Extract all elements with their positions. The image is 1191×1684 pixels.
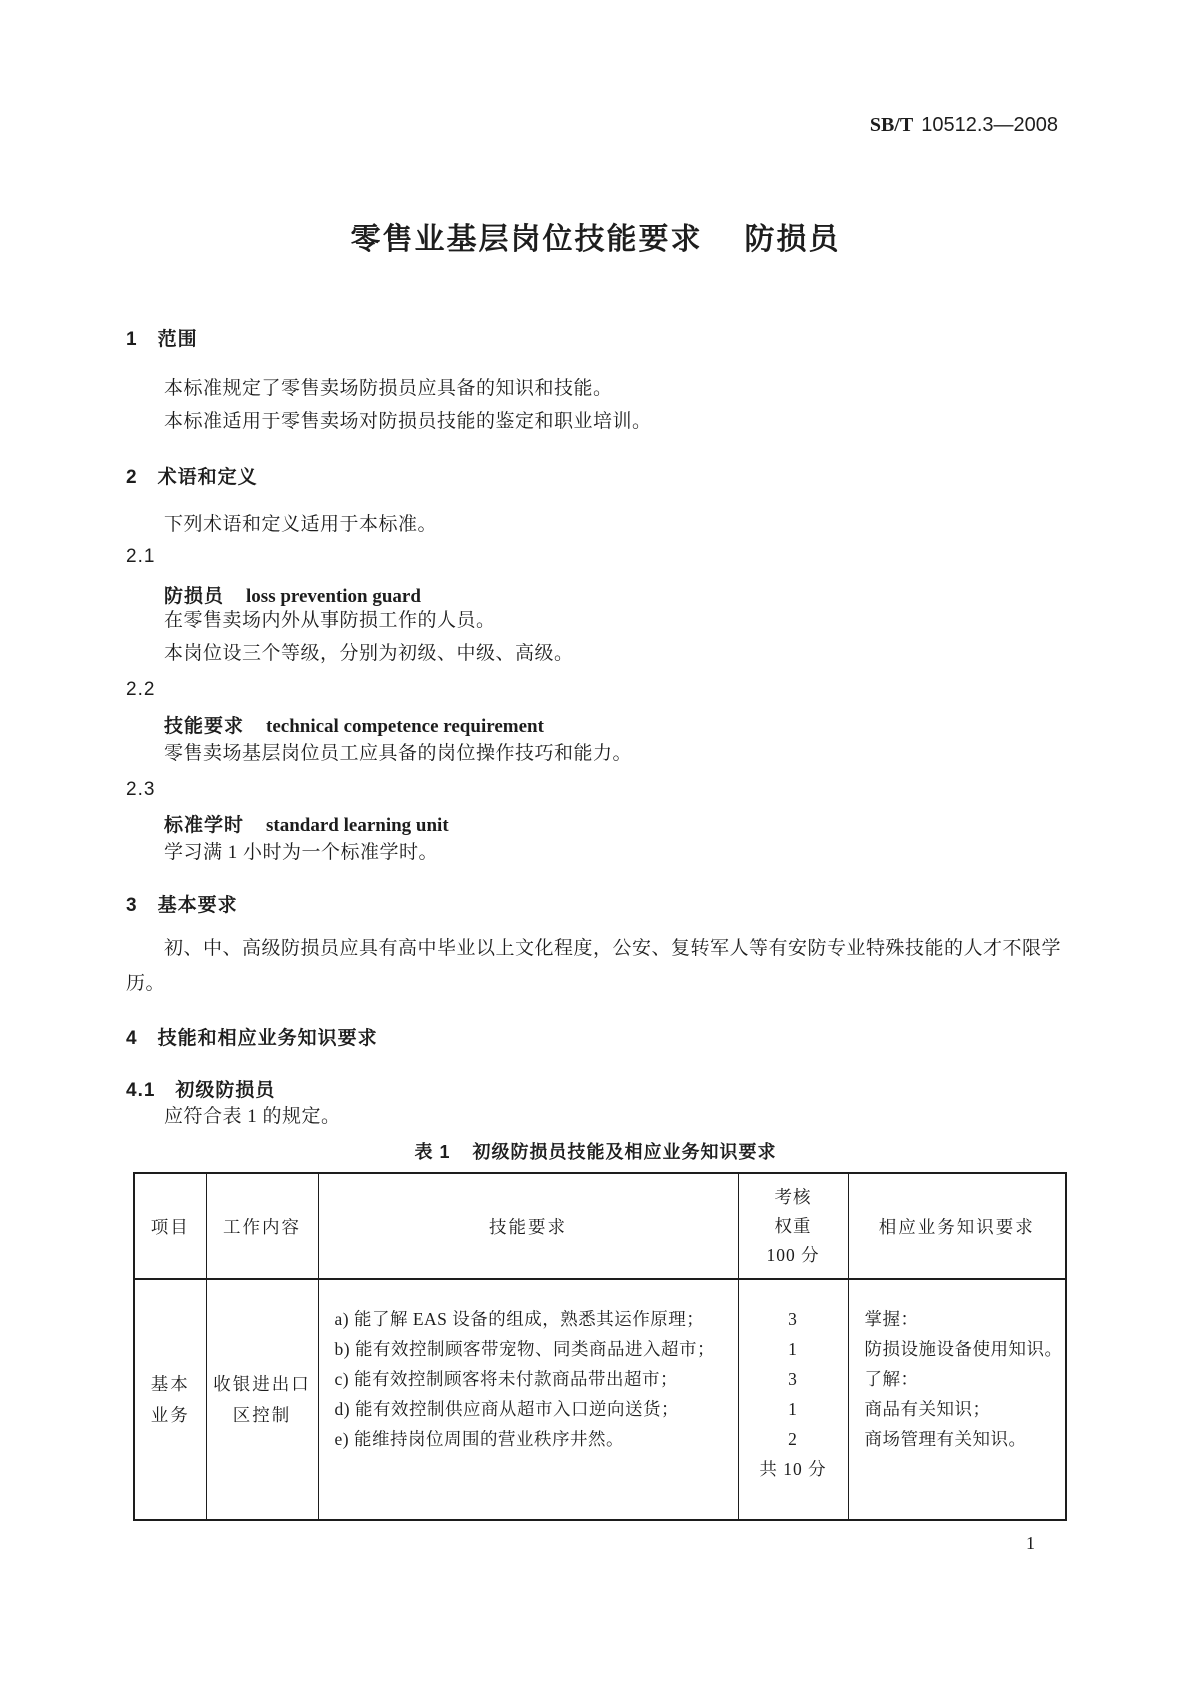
weight-header-line-3: 100 分 xyxy=(766,1244,820,1265)
term-2-2-definition-1: 零售卖场基层岗位员工应具备的岗位操作技巧和能力。 xyxy=(164,743,633,764)
cell-work-content xyxy=(206,1279,318,1520)
scope-paragraph-1: 本标准规定了零售卖场防损员应具备的知识和技能。 xyxy=(164,378,613,399)
section-4-1-paragraph: 应符合表 1 的规定。 xyxy=(164,1106,341,1127)
document-title-main: 零售业基层岗位技能要求 xyxy=(350,223,703,256)
col-header-item: 项目 xyxy=(134,1173,206,1279)
clause-2-1-number: 2.1 xyxy=(126,546,156,567)
weight-total: 共 10 分 xyxy=(759,1459,827,1479)
knowledge-line-4: 商品有关知识； xyxy=(864,1399,991,1419)
section-3-number: 3 xyxy=(126,895,138,916)
document-title-sub: 防损员 xyxy=(744,223,841,256)
cell-assessment-weight xyxy=(738,1279,848,1520)
weight-e: 2 xyxy=(788,1429,798,1449)
weight-d: 1 xyxy=(788,1399,798,1419)
section-3-title: 基本要求 xyxy=(157,895,238,916)
weight-header-line-1: 考核 xyxy=(774,1186,812,1207)
table-row xyxy=(134,1279,1066,1520)
term-loss-prevention-guard xyxy=(164,581,421,608)
section-4-number: 4 xyxy=(126,1028,138,1049)
clause-2-2-number: 2.2 xyxy=(126,679,156,700)
section-1-title: 范围 xyxy=(157,329,198,350)
term-2-2-english: technical competence requirement xyxy=(266,716,544,737)
term-2-1-english: loss prevention guard xyxy=(246,586,421,607)
term-2-2-chinese: 技能要求 xyxy=(164,716,245,737)
terms-intro: 下列术语和定义适用于本标准。 xyxy=(164,514,438,535)
knowledge-line-1: 掌握： xyxy=(864,1309,919,1329)
section-4-1-heading xyxy=(126,1075,275,1102)
skill-item-a: a) 能了解 EAS 设备的组成，熟悉其运作原理； xyxy=(334,1309,705,1329)
document-title xyxy=(0,214,1191,258)
scope-paragraph-2: 本标准适用于零售卖场对防损员技能的鉴定和职业培训。 xyxy=(164,411,652,432)
table-1-caption-text: 初级防损员技能及相应业务知识要求 xyxy=(472,1142,777,1162)
term-2-1-definition-2: 本岗位设三个等级，分别为初级、中级、高级。 xyxy=(164,643,574,664)
weight-b: 1 xyxy=(788,1339,798,1359)
standard-number xyxy=(870,114,1058,137)
term-2-3-definition-1: 学习满 1 小时为一个标准学时。 xyxy=(164,842,439,863)
section-3-heading xyxy=(126,890,238,917)
section-1-number: 1 xyxy=(126,329,138,350)
skill-item-d: d) 能有效控制供应商从超市入口逆向送货； xyxy=(334,1399,679,1419)
term-2-1-definition-1: 在零售卖场内外从事防损工作的人员。 xyxy=(164,610,496,631)
section-4-heading xyxy=(126,1023,378,1050)
skill-item-e: e) 能维持岗位周围的营业秩序井然。 xyxy=(334,1429,624,1449)
work-line-1: 收银进出口 xyxy=(213,1373,311,1394)
table-1-caption xyxy=(0,1138,1191,1164)
cell-skill-requirements xyxy=(318,1279,738,1520)
table-header-row xyxy=(134,1173,1066,1279)
section-2-title: 术语和定义 xyxy=(157,467,258,488)
standard-code-prefix: SB/T xyxy=(869,114,914,136)
page-number: 1 xyxy=(1026,1533,1035,1553)
skill-item-c: c) 能有效控制顾客将未付款商品带出超市； xyxy=(334,1369,678,1389)
col-header-work-content: 工作内容 xyxy=(206,1173,318,1279)
work-line-2: 区控制 xyxy=(232,1404,292,1425)
section-4-1-number: 4.1 xyxy=(126,1080,156,1101)
term-2-1-chinese: 防损员 xyxy=(164,586,225,607)
col-header-assessment-weight xyxy=(738,1173,848,1279)
knowledge-line-5: 商场管理有关知识。 xyxy=(864,1429,1027,1449)
weight-a: 3 xyxy=(788,1309,798,1329)
item-line-1: 基本 xyxy=(150,1373,190,1394)
section-4-1-title: 初级防损员 xyxy=(175,1080,276,1101)
section-2-number: 2 xyxy=(126,467,138,488)
clause-2-3-number: 2.3 xyxy=(126,779,156,800)
term-2-3-chinese: 标准学时 xyxy=(164,815,245,836)
col-header-skill-requirements: 技能要求 xyxy=(318,1173,738,1279)
basic-requirements-paragraph: 初、中、高级防损员应具有高中毕业以上文化程度，公安、复转军人等有安防专业特殊技能的人才不限学历。 xyxy=(126,938,1062,994)
skill-item-b: b) 能有效控制顾客带宠物、同类商品进入超市； xyxy=(334,1339,715,1359)
table-1-requirements xyxy=(133,1172,1067,1521)
col-header-business-knowledge: 相应业务知识要求 xyxy=(848,1173,1066,1279)
cell-business-knowledge xyxy=(848,1279,1066,1520)
knowledge-line-3: 了解： xyxy=(864,1369,919,1389)
standard-code-number: 10512.3—2008 xyxy=(921,114,1058,136)
weight-c: 3 xyxy=(788,1369,798,1389)
term-technical-competence xyxy=(164,711,544,738)
term-2-3-english: standard learning unit xyxy=(266,815,449,836)
weight-header-line-2: 权重 xyxy=(774,1215,812,1236)
cell-item xyxy=(134,1279,206,1520)
knowledge-line-2: 防损设施设备使用知识。 xyxy=(864,1339,1063,1359)
section-1-heading xyxy=(126,324,198,351)
section-4-title: 技能和相应业务知识要求 xyxy=(157,1028,378,1049)
term-standard-learning-unit xyxy=(164,810,449,837)
item-line-2: 业务 xyxy=(150,1404,190,1425)
section-2-heading xyxy=(126,462,258,489)
table-1-caption-label: 表 1 xyxy=(414,1142,451,1162)
